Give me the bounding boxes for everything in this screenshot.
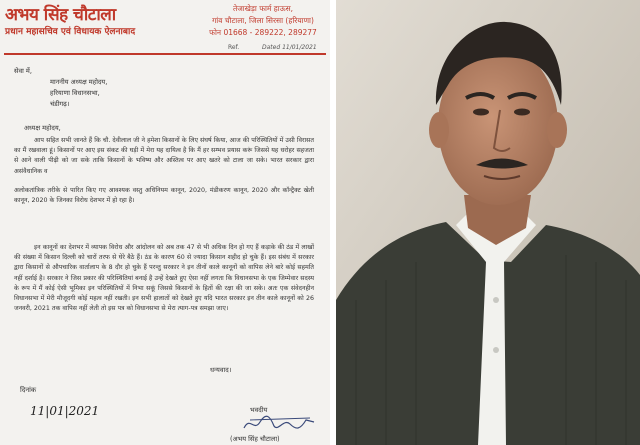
recipient-line: माननीय अध्यक्ष महोदय,: [50, 78, 108, 86]
body-paragraph: इन कानूनों का देशभर में व्यापक विरोध और आंदोलन को अब तक 47 से भी अधिक दिन हो गए हैं कड़ाके की ठंड में लाखों की संख्या में किसान दिल्ली को चारों तरफ से घेरे बैठे हैं। ठंड के कारण 60 से ज्यादा किसान शहीद हो चुके हैं। इस संबंध में सरकार द्वारा किसानों से औपचारिक वार्तालाप के 8 दौर हो चुके हैं परन्तु सरकार ने इन तीनों काले कानूनों को वापिस लेने बारे कोई सहमति नहीं दर्शाई है। सरकार ने जिस प्रकार की परिस्थितियां बनाई है उन्हें देखते हुए ऐसा नहीं लगता कि विधानसभा के एक जिम्मेवार सदस्य के रूप में मैं कोई ऐसी भूमिका इन परिस्थितियों में निभा सकूं जिससे किसानों के हितों की रक्षा की जा सके। अतः एक संवेदनहीन विधानसभा में मेरी मौजूदगी कोई महत्व नहीं रखती। इन सभी हालातों को देखते हुए यदि भारत सरकार इन तीन काले कानूनों को 26 जनवरी, 2021 तक वापिस नहीं लेती तो इस पत्र को विधानसभा से मेरा त्याग-पत्र समझा जाए।: [14, 244, 314, 313]
date-label: दिनांक: [20, 386, 37, 394]
handwritten-date: 11|01|2021: [30, 404, 100, 418]
salutation: अध्यक्ष महोदय,: [24, 124, 61, 132]
signatory-name: (अभय सिंह चौटाला): [230, 435, 280, 443]
dated-value: 11/01/2021: [282, 44, 317, 51]
eye: [514, 109, 530, 116]
ear: [429, 112, 449, 148]
recipient-line: चंडीगढ़।: [50, 100, 70, 108]
letterhead-name: अभय सिंह चौटाला: [5, 5, 116, 25]
letterhead-divider: [4, 53, 326, 55]
body-paragraph: अलोकतांत्रिक तरीके से पारित किए गए आवश्यक वस्तु अधिनियम कानून, 2020, मंडीकरण कानून, 2020 और कॉन्ट्रैक्ट खेती कानून, 2020 के जिनका विरोध देशभर में हो रहा है।: [14, 187, 314, 205]
shirt-button: [493, 297, 499, 303]
dated-field: [262, 44, 317, 51]
yours-label: भवदीय: [250, 406, 268, 414]
address-line: गांव चौटाला, जिला सिरसा (हरियाणा): [212, 16, 314, 25]
dated-label: Dated: [262, 44, 281, 51]
letterhead-title: प्रधान महासचिव एवं विधायक ऐलनाबाद: [5, 27, 136, 37]
recipient-block: [14, 66, 107, 110]
ref-label: Ref.: [228, 44, 240, 51]
recipient-line: सेवा में,: [14, 67, 32, 75]
closing-text: धन्यवाद।: [210, 366, 232, 374]
eye: [473, 109, 489, 116]
body-paragraph: आप सहित सभी जानते हैं कि चौ. देवीलाल जी ने हमेशा किसानों के लिए संघर्ष किया, आज की परिस्थितियों में उसी विरासत का मैं रखवाला हूं। किसानों पर आए इस संकट की घड़ी में मेरा यह दायित्व है कि मैं हर सम्भव प्रयास करूं जिससे यह धरोहर सहजता से आने वाली पीढ़ी को जा सके ताकि किसानों के भविष्य और अस्तित्व पर आए खतरे को टाला जा सके। भारत सरकार द्वारा असंवैधानिक व: [14, 137, 314, 175]
letterhead-address: [202, 3, 324, 39]
address-line: तेजाखेड़ा फार्म हाऊस,: [232, 4, 294, 13]
ear: [547, 112, 567, 148]
address-line: फोन 01668 - 289222, 289277: [209, 28, 317, 37]
recipient-line: हरियाणा विधानसभा,: [50, 89, 100, 97]
shirt-button: [493, 347, 499, 353]
signature-mark: [240, 412, 320, 434]
portrait-photo: [336, 0, 640, 445]
portrait-illustration: [336, 0, 640, 445]
